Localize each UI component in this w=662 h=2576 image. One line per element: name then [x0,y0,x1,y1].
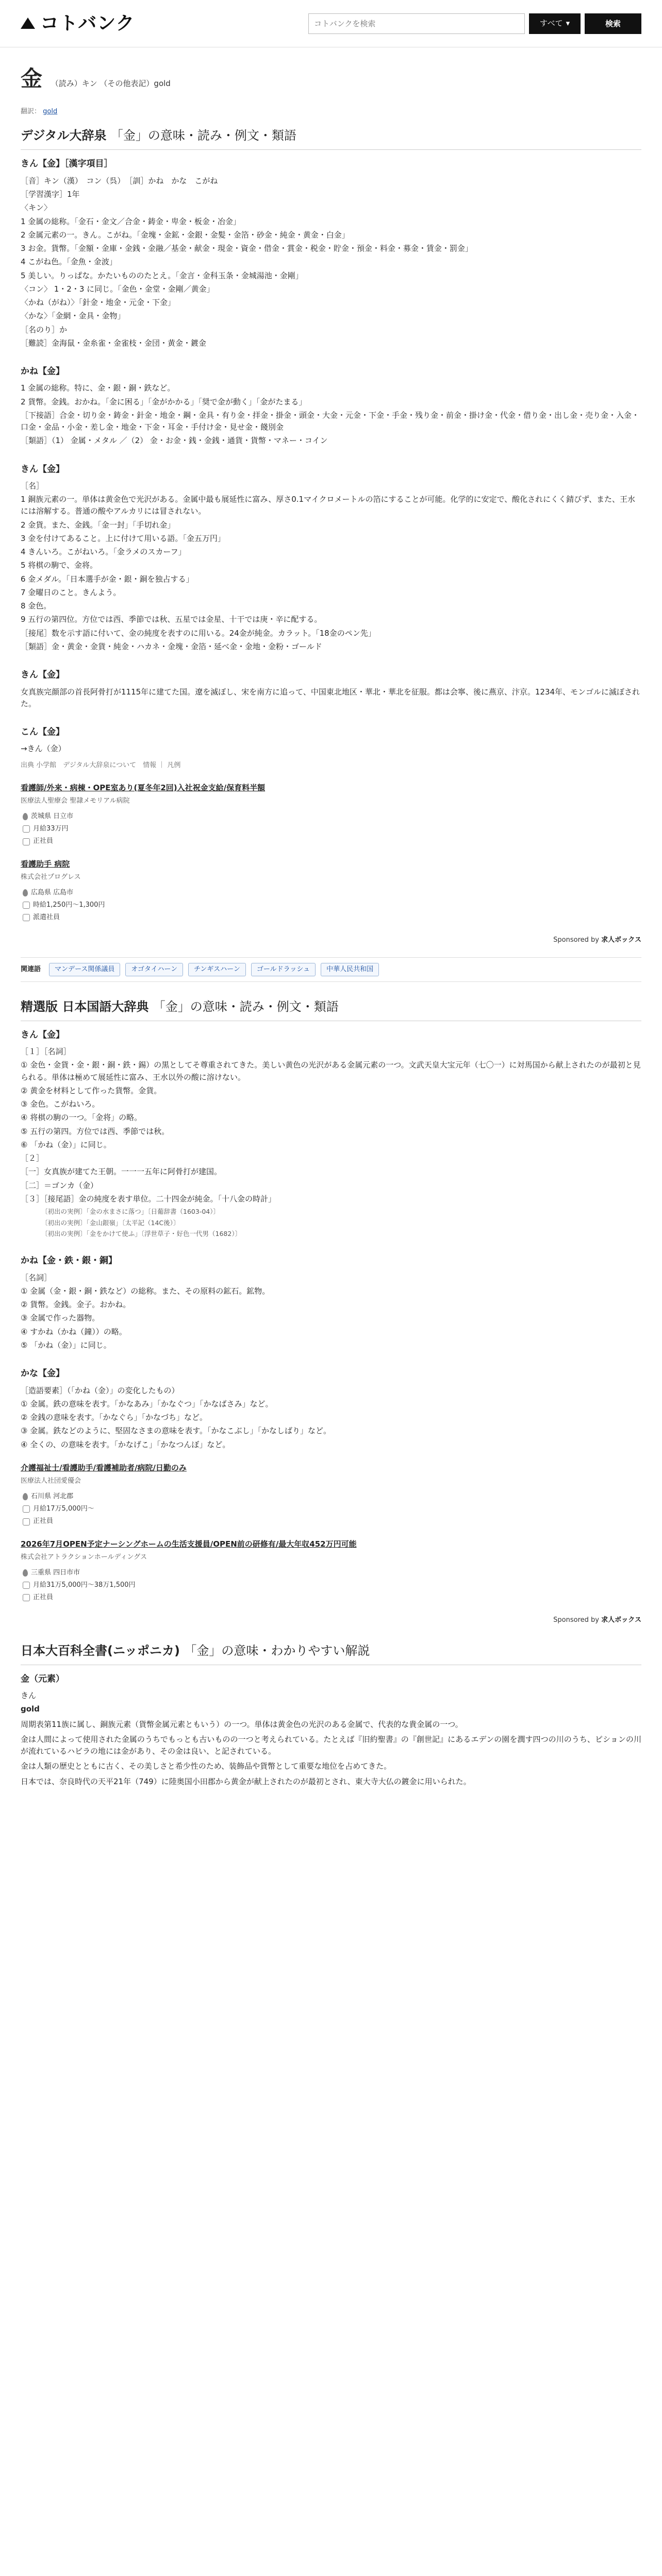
entry-line: →きん（金） [21,744,66,754]
search-bar [308,13,641,34]
kokugo-section [21,997,641,1626]
briefcase-icon [23,1594,30,1601]
entry-english: gold [21,1704,40,1714]
job-card[interactable] [21,1538,641,1603]
entry-head: こん【金】 [21,727,64,738]
sponsor-brand[interactable]: 求人ボックス [601,1616,641,1624]
job-salary [23,824,641,834]
sponsor-label: Sponsored by [553,936,599,944]
entry-line: ① 金色・金貨・金・銀・銅・鉄・錫）の黒としてそ尊重されてきた。美しい黄色の光沢がある金属元素の一つ。文武天皇大宝元年（七〇一）に対馬国から献上されたのが最初と見られる。単体は極めて展延性に富み、王水以外の酸に溶けない。 [21,1060,641,1082]
kokugo-heading-main: 精選版 日本国語大辞典 [21,999,149,1014]
entry-line: ［学習漢字］1年 [21,190,80,199]
entry-line: ［類語］（1） 金属・メタル ／（2） 金・お金・銭・金銭・通貨・貨幣・マネー・コイン [21,436,328,446]
job-location-text: 広島県 広島市 [31,888,74,896]
yen-icon [23,825,30,833]
job-title[interactable]: 看護師/外来・病棟・OPE室あり(夏冬年2回)入社祝金支給/保育料半額 [21,783,266,792]
kokugo-heading-sub: 「金」の意味・読み・例文・類語 [153,999,339,1014]
sponsor-label: Sponsored by [553,1616,599,1624]
entry-line: ② 金銭の意味を表す。「かなぐら」「かなづち」など。 [21,1413,208,1422]
job-type [23,836,641,846]
briefcase-icon [23,914,30,921]
job-title[interactable]: 2026年7月OPEN予定ナーシングホームの生活支援員/OPEN前の研修有/最大年収452万円可能 [21,1539,357,1549]
entry-line: ［下接語］合金・切り金・鋳金・針金・地金・鋼・金具・有り金・拝金・掛金・頭金・大金・元金・下金・手金・残り金・前金・掛け金・代金・借り金・出し金・売り金・入金・口金・金品・小金・差し金・地金・下金・耳金・手付け金・見せ金・餞別金 [21,410,640,432]
job-type-text: 正社員 [33,1594,54,1602]
scope-label: すべて [539,18,563,28]
job-company: 株式会社プログレス [21,873,81,881]
yen-icon [23,1505,30,1513]
entry-line: 〈かね（がね）〉「針金・地金・元金・下金」 [21,298,176,308]
entry-line: ［一］女真族が建てた王朝。一一一五年に阿骨打が建国。 [21,1167,222,1177]
entry-line: 3 金を付けてあること。上に付けて用いる語。「金五万円」 [21,533,225,543]
entry-line: ［名のり］か [21,325,68,334]
job-card[interactable] [21,858,641,923]
job-title[interactable]: 介護福祉士/看護助手/看護補助者/病院/日勤のみ [21,1463,187,1472]
entry-line: 〈キン〉 [21,203,52,213]
entry-body [21,743,641,755]
job-type-text: 派遣社員 [33,913,60,922]
entry-line: 7 金曜日のこと。きんよう。 [21,587,121,597]
job-type-text: 正社員 [33,1517,54,1526]
source-note: 出典 小学館 デジタル大辞泉について 情報 ｜ 凡例 [21,761,181,769]
entry-body [21,480,641,653]
nipponica-heading [21,1641,641,1665]
entry-body [21,686,641,710]
job-card[interactable] [21,782,641,847]
logo-text: コトバンク [40,12,135,34]
entry-line: 〔初出の実例〕「金をかけて使ふ」〔浮世草子・好色一代男（1682）〕 [41,1229,242,1238]
quote-list [21,1207,641,1239]
entry-line: ［名詞］ [21,1273,52,1282]
entry-line: 1 金属の総称。特に、金・銀・銅・鉄など。 [21,383,175,393]
nipponica-section [21,1641,641,1788]
entry-line: 〈コン〉 1・2・3 に同じ。「金色・金堂・金剛／黄金」 [21,284,214,294]
entry-line: 2 金属元素の一。きん。こがね。「金塊・金鉱・金銀・金髪・金箔・砂金・純金・黄金・白金」 [21,230,350,240]
entry-head: かね【金・鉄・銀・銅】 [21,1256,117,1266]
sponsor-row [21,935,641,945]
entry-line: 5 将棋の駒で、金将。 [21,561,98,570]
entry-line: ② 貨幣。金銭。金子。おかね。 [21,1300,131,1310]
entry-line: 3 お金。貨幣。「金額・金庫・金銭・金融／基金・献金・現金・資金・借金・賞金・税金・貯金・預金・料金・募金・賃金・罰金」 [21,244,473,253]
job-location-text: 三重県 四日市市 [31,1568,80,1577]
entry-line: 〔初出の実例〕「金の水まさに落つ」〔日葡辞書（1603‐04）〕 [41,1208,220,1216]
location-pin-icon [23,889,28,896]
entry-line: 2 金貨。また、金銭。「金一封」「手切れ金」 [21,520,175,530]
site-header [0,0,662,47]
entry-line: ⑤ 「かね（金）」に同じ。 [21,1340,111,1350]
entry-line: ［３］［接尾語］金の純度を表す単位。二十四金が純金。「十八金の時計」 [21,1194,276,1204]
entry-line: 4 こがね色。「金魚・金波」 [21,257,117,267]
entry-line: ［接尾］数を示す語に付いて、金の純度を表すのに用いる。24金が純金。カラット。「18金のペン先」 [21,628,376,638]
job-company: 医療法人聖療会 聖隷メモリアル病院 [21,797,130,805]
entry-head: きん【金】 [21,464,64,474]
job-location [23,811,641,822]
entry-line: 5 美しい。りっぱな。かたいもののたとえ。「金言・金科玉条・金城湯池・金剛」 [21,270,303,280]
job-salary [23,1504,641,1514]
entry-head: きん【金】 [21,1029,64,1040]
daijisen-heading-main: デジタル大辞泉 [21,128,107,143]
related-words [21,957,641,982]
entry-line: ④ 全くの、の意味を表す。「かなげこ」「かなつんぼ」など。 [21,1439,230,1449]
translation-link[interactable]: gold [43,108,58,116]
job-salary-text: 月給31万5,000円〜38万1,500円 [33,1581,136,1589]
title-area [0,47,662,99]
job-salary [23,1580,641,1590]
entry-line: 6 金メダル。「日本選手が金・銀・銅を独占する」 [21,574,194,584]
entry-line: 1 銅族元素の一。単体は黄金色で光沢がある。金属中最も展延性に富み、厚さ0.1マイクロメートルの箔にすることが可能。化学的に安定で、酸化されにくく錆びず、また、王水には溶解する。普通の酸やアルカリには冒されない。 [21,495,635,516]
job-company: 株式会社アトラクションホールディングス [21,1553,147,1561]
entry-line: ［二］＝ゴンカ（金） [21,1180,98,1190]
job-location-text: 石川県 河北郡 [31,1493,74,1501]
entry-line: ［１］［名詞］ [21,1047,71,1057]
entry-head: かね【金】 [21,366,64,377]
entry-body [21,1385,641,1451]
logo-icon [21,18,35,29]
entry-line: ［音］キン（漢） コン（呉） ［訓］かね かな こがね [21,176,218,185]
location-pin-icon [23,813,28,820]
entry-body [21,382,641,447]
job-type [23,912,641,923]
entry-line: 〔初出の実例〕「金山銀嶺」〔太平記（14C後）〕 [41,1218,180,1227]
sponsor-brand[interactable]: 求人ボックス [601,936,641,944]
related-title: 関連語 [21,965,41,973]
entry-line: ④ 将棋の駒の一つ。「金将」の略。 [21,1113,142,1123]
job-list [21,1462,641,1603]
entry-line: 4 きんいろ。こがねいろ。「金ラメのスカーフ」 [21,547,186,557]
location-pin-icon [23,1493,28,1500]
entry-line: ［２］ [21,1154,44,1163]
job-salary-text: 月給17万5,000円〜 [33,1505,94,1513]
site-logo[interactable] [21,9,135,38]
translation-label: 翻訳 [21,108,35,116]
job-salary-text: 月給33万円 [33,825,69,833]
job-salary-text: 時給1,250円〜1,300円 [33,901,105,909]
briefcase-icon [23,1518,30,1526]
entry-body [21,175,641,349]
yen-icon [23,902,30,909]
location-pin-icon [23,1569,28,1577]
entry-line: 8 金色。 [21,601,52,611]
job-card[interactable] [21,1462,641,1527]
daijisen-section [21,126,641,945]
entry-head: きん【金】 [21,670,64,681]
job-list [21,782,641,923]
nipponica-heading-main: 日本大百科全書(ニッポニカ) [21,1643,180,1658]
entry-line: ① 金属。鉄の意味を表す。「かなあみ」「かなぐつ」「かなばさみ」など。 [21,1399,273,1409]
daijisen-heading-sub: 「金」の意味・読み・例文・類語 [110,128,296,143]
job-location [23,1568,641,1578]
entry-line: ［難読］金海鼠・金糸雀・金雀枝・金団・黄金・鍍金 [21,338,207,348]
entry-line: ［類語］金・黄金・金貨・純金・ハカネ・金塊・金箔・延べ金・金地・金粉・ゴールド [21,641,322,651]
entry-line: ⑥ 「かね（金）」に同じ。 [21,1140,111,1149]
entry-line: 日本では、奈良時代の天平21年（749）に陸奥国小田郡から黄金が献上されたのが最初とされ、東大寺大仏の鍍金に用いられた。 [21,1776,471,1786]
entry-line: 2 貨幣。金銭。おかね。「金に困る」「金がかかる」「奨で金が動く」「金がたまる」 [21,397,307,406]
entry-line: ④ すかね（かね（鐘））の略。 [21,1327,127,1336]
job-location [23,888,641,898]
title-meta: （読み）キン （その他表記）gold [51,79,171,88]
nipponica-heading-sub: 「金」の意味・わかりやすい解説 [184,1643,370,1658]
job-type [23,1516,641,1527]
briefcase-icon [23,838,30,845]
chevron-down-icon: ▾ [566,18,570,28]
entry-line: ［名］ [21,481,44,490]
related-tag[interactable]: ゴールドラッシュ [251,963,316,976]
entry-line: 女真族完顔部の首長阿骨打が1115年に建てた国。遼を滅ぼし、宋を南方に追って、中国東北地区・華北・華北を征服。都は会寧、後に燕京、汴京。1234年、モンゴルに滅ぼされた。 [21,687,640,708]
entry-line: 1 金属の総称。「金石・金文／合金・鋳金・卑金・板金・冶金」 [21,216,241,226]
entry-line: 金は人類の歴史とともに古く、その美しさと希少性のため、装飾品や貨幣として重要な地位を占めてきた。 [21,1761,392,1771]
search-button[interactable]: 検索 [585,13,641,34]
entry-head: 金（元素） [21,1673,64,1684]
entry-reading: きん [21,1691,37,1701]
search-input[interactable] [308,13,525,34]
entry-body [21,1046,641,1205]
job-title[interactable]: 看護助手 病院 [21,859,70,869]
entry-line: ① 金属（金・銀・銅・鉄など）の総称。また、その原料の鉱石。鉱物。 [21,1286,270,1296]
entry-line: ② 黄金を材料として作った貨幣。金貨。 [21,1086,162,1095]
entry-line: 9 五行の第四位。方位では西、季節では秋、五星では金星、十干では庚・辛に配する。 [21,615,322,624]
entry-body [21,1272,641,1352]
yen-icon [23,1582,30,1589]
related-tag[interactable]: 中華人民共和国 [321,963,379,976]
entry-line: ③ 金属。鉄などのように、堅固なさまの意味を表す。「かなこぶし」「かなしばり」など。 [21,1426,332,1436]
translation-row: 翻訳： gold [21,108,58,116]
related-tag[interactable]: チンギスハーン [188,963,246,976]
entry-body [21,1719,641,1788]
related-tag[interactable]: オゴタイハーン [125,963,183,976]
entry-line: ⑤ 五行の第四。方位では西、季節では秋。 [21,1126,170,1136]
page-title: 金 [21,66,43,91]
job-salary [23,900,641,910]
job-location [23,1492,641,1502]
entry-line: 〈かな〉「金網・金具・金物」 [21,311,125,321]
daijisen-heading [21,126,641,150]
entry-head: かな【金】 [21,1368,64,1379]
entry-head: きん【金】［漢字項目］ [21,159,113,170]
kokugo-heading [21,997,641,1021]
entry-line: 金は人間によって使用された金属のうちでもっとも古いものの一つと考えられている。たとえば『旧約聖書』の『創世記』にあるエデンの園を潤す四つの川のうち、ピションの川が流れているハビラの地には金があり、その金は良い、と記されている。 [21,1734,641,1756]
job-type-text: 正社員 [33,837,54,845]
entry-line: ［造語要素］（「かね（金）」の変化したもの） [21,1385,179,1395]
entry-line: ③ 金色。こがねいろ。 [21,1099,100,1109]
job-company: 医療法人社団愛優会 [21,1477,81,1485]
entry-line: ③ 金属で作った器物。 [21,1313,100,1323]
job-type [23,1592,641,1603]
job-location-text: 茨城県 日立市 [31,812,74,821]
scope-select[interactable] [529,13,581,34]
sponsor-row [21,1615,641,1625]
related-tag[interactable]: マンデース関係議員 [49,963,120,976]
entry-line: 周期表第11族に属し、銅族元素（貨幣金属元素ともいう）の一つ。単体は黄金色の光沢のある金属で、代表的な貴金属の一つ。 [21,1719,463,1729]
